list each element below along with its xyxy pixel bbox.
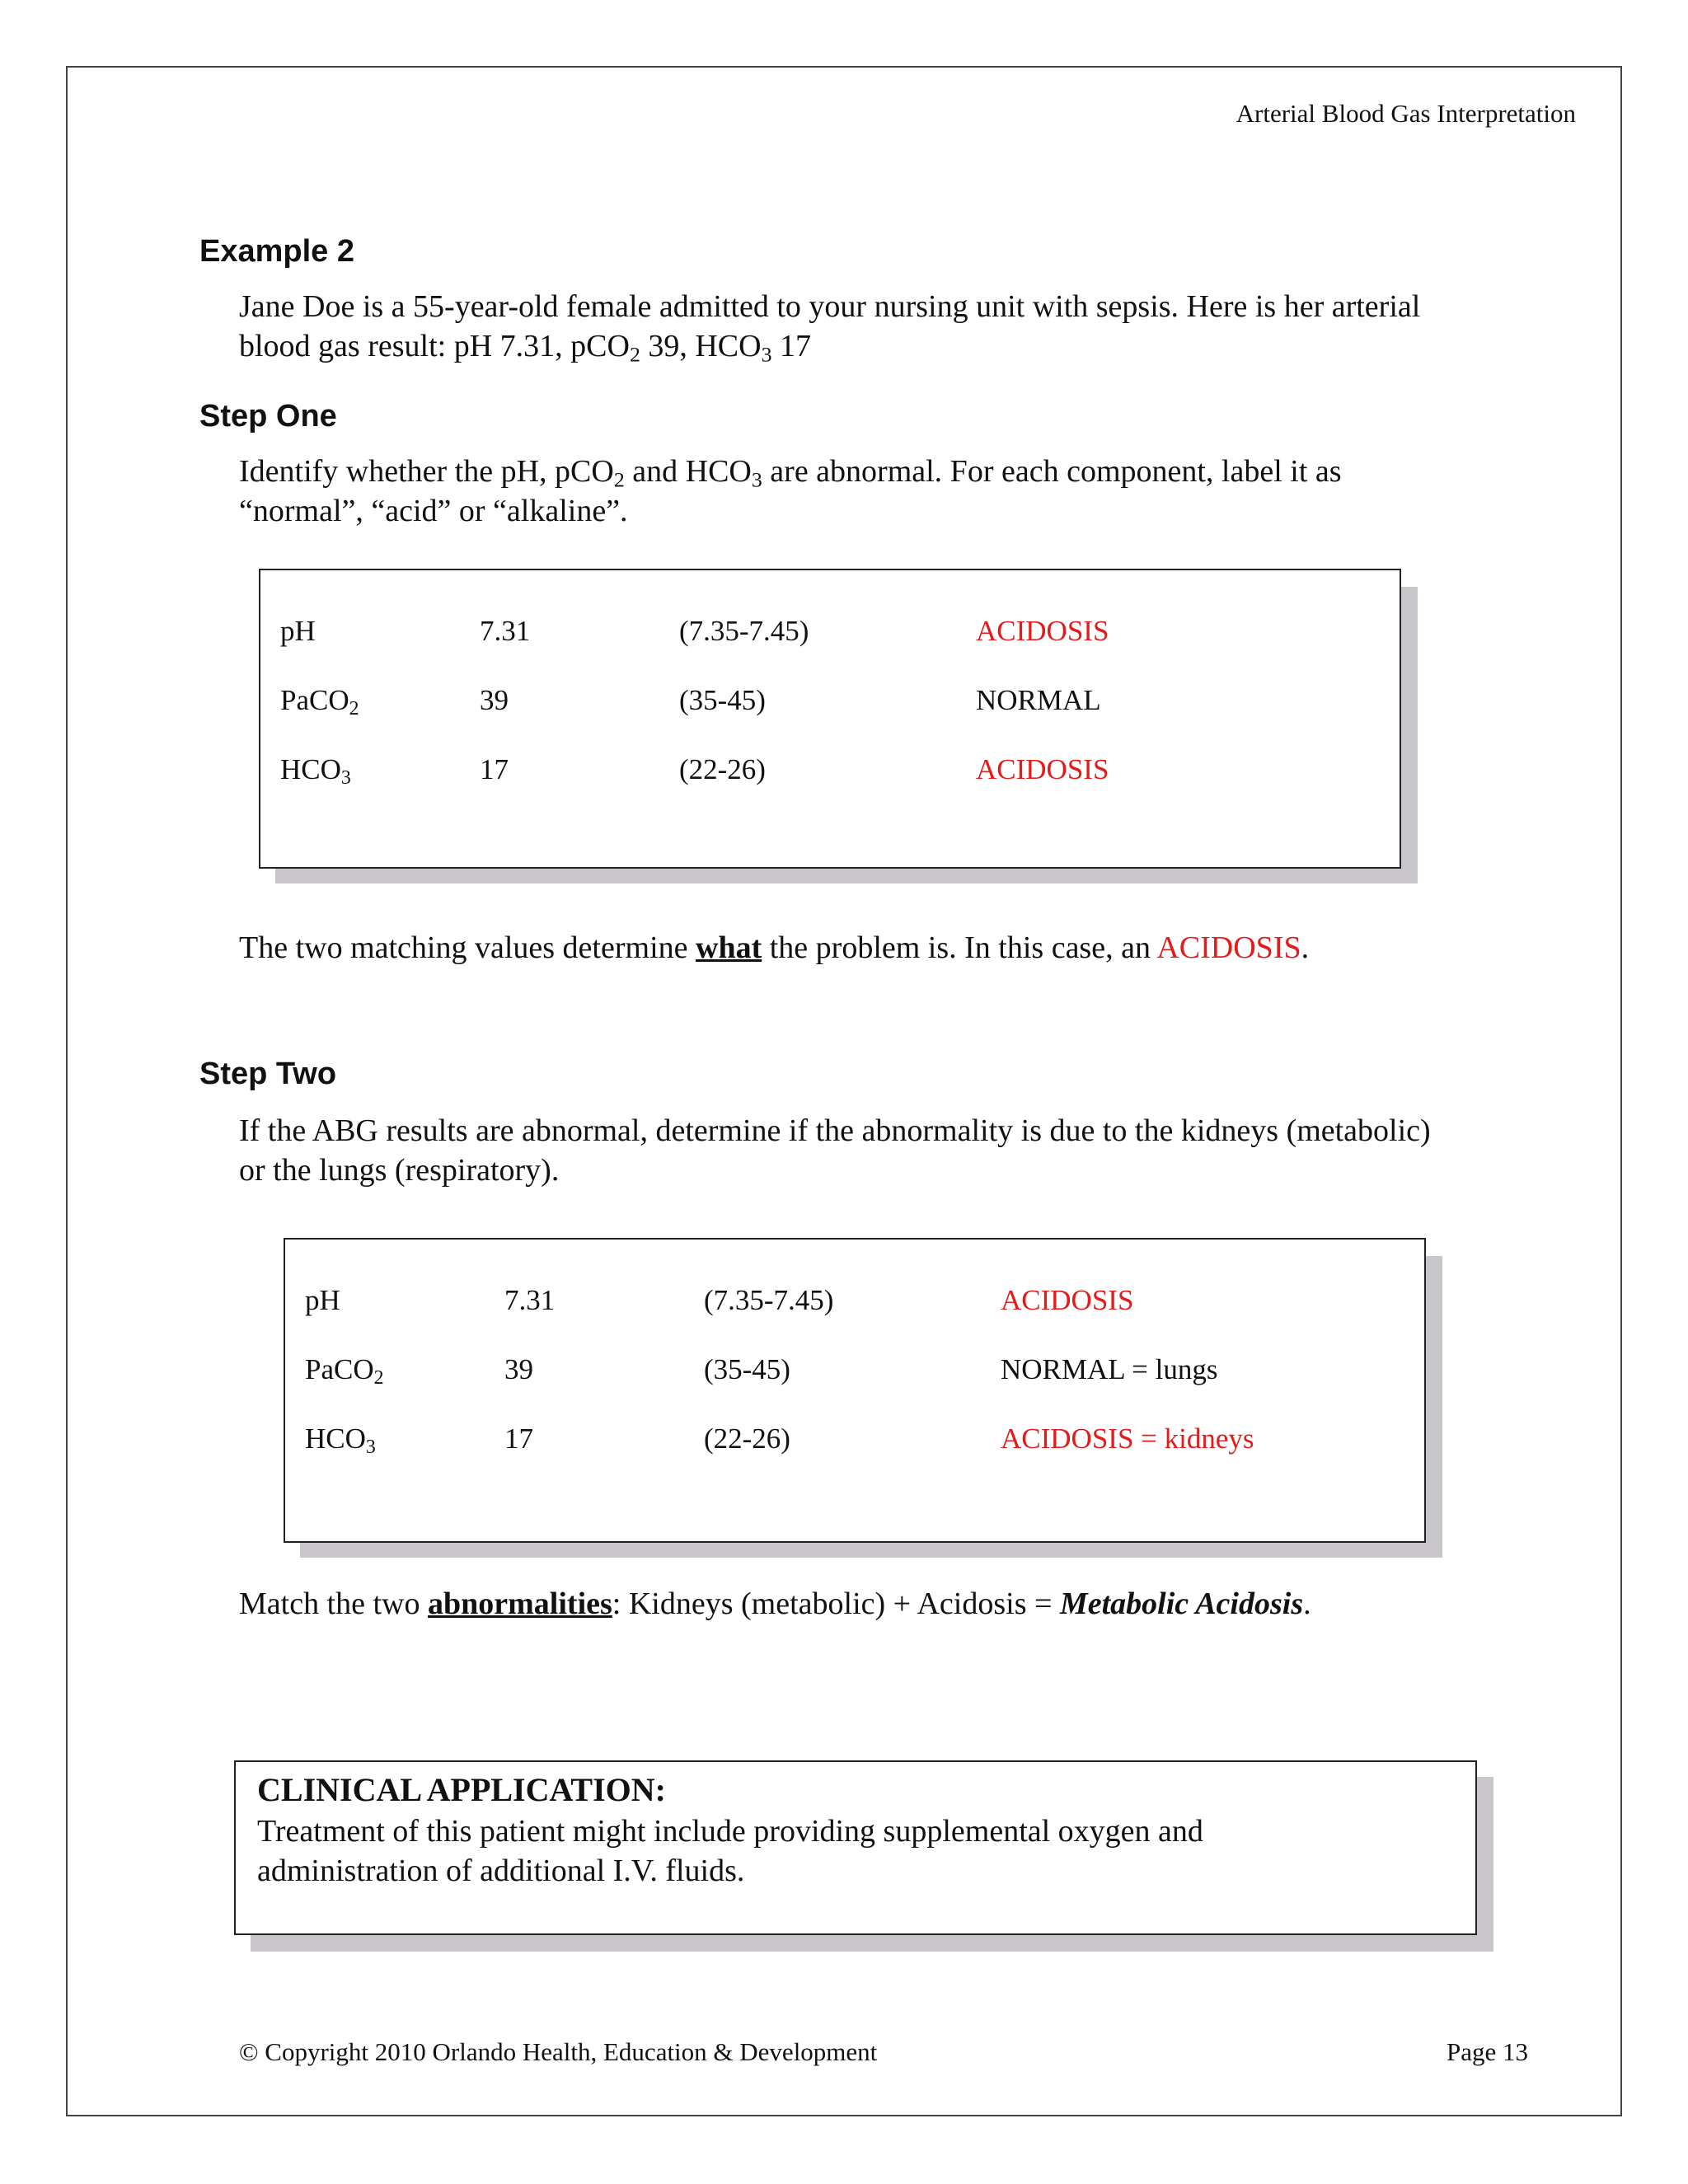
step-one-instr-line-1: Identify whether the pH, pCO$_2$ and $HCO_3$ are abnormal. For each component, label it as — [239, 454, 1342, 492]
clinical-title: CLINICAL APPLICATION: — [257, 1771, 666, 1808]
abg-interpretation: NORMAL = lungs — [1001, 1353, 1218, 1385]
abg-normal-range: (22-26) — [679, 753, 766, 785]
example-intro — [239, 287, 1525, 366]
step-two-heading: Step Two — [199, 1057, 337, 1091]
clinical-text — [257, 1811, 1452, 1891]
abg-interpretation: ACIDOSIS — [976, 753, 1109, 785]
example-heading: Example 2 — [199, 234, 354, 269]
step-one-conclusion: The two matching values determine what the problem is. In this case, an ACIDOSIS. — [239, 930, 1310, 965]
step-two-match: Match the two abnormalities: Kidneys (metabolic) + Acidosis = Metabolic Acidosis. — [239, 1586, 1311, 1621]
abg-normal-range: (35-45) — [704, 1353, 790, 1385]
running-header: Arterial Blood Gas Interpretation — [1236, 99, 1576, 128]
clinical-text-line-1: Treatment of this patient might include providing supplemental oxygen and — [257, 1814, 1203, 1849]
step-one-instructions — [239, 452, 1525, 531]
abg-interpretation: NORMAL — [976, 684, 1101, 716]
abg-parameter: $HCO_3$ — [305, 1422, 376, 1458]
copyright: © Copyright 2010 Orlando Health, Education & Development — [239, 2037, 878, 2066]
step-two-instr-line-2: or the lungs (respiratory). — [239, 1153, 560, 1188]
abg-value: 7.31 — [480, 615, 531, 647]
step-two-instr-line-1: If the ABG results are abnormal, determine if the abnormality is due to the kidneys (metabolic) — [239, 1113, 1431, 1148]
abg-parameter: $HCO_3$ — [280, 753, 351, 789]
intro-line-2: blood gas result: pH 7.31, pCO$_2$ 39, $HCO_3$ 17 — [239, 329, 812, 367]
intro-line-1: Jane Doe is a 55-year-old female admitted to your nursing unit with sepsis. Here is her arterial — [239, 289, 1421, 324]
abg-value: 39 — [504, 1353, 533, 1385]
abg-value: 17 — [480, 753, 509, 785]
abg-normal-range: (7.35-7.45) — [679, 615, 809, 647]
abg-interpretation: ACIDOSIS — [976, 615, 1109, 647]
abg-interpretation: ACIDOSIS — [1001, 1284, 1134, 1316]
abg-table-step-one — [259, 569, 1401, 869]
step-one-heading: Step One — [199, 399, 337, 434]
abg-value: 17 — [504, 1422, 533, 1455]
clinical-application-box — [234, 1760, 1477, 1935]
abg-parameter: PaCO$_2$ — [305, 1353, 384, 1389]
step-one-instr-line-2: “normal”, “acid” or “alkaline”. — [239, 494, 628, 528]
abg-value: 39 — [480, 684, 509, 716]
abg-parameter: pH — [280, 615, 316, 647]
abg-normal-range: (22-26) — [704, 1422, 790, 1455]
page-number: Page 13 — [1446, 2037, 1528, 2066]
step-two-instructions — [239, 1111, 1525, 1190]
abg-parameter: pH — [305, 1284, 340, 1316]
abg-table-step-two — [284, 1238, 1426, 1543]
abg-interpretation: ACIDOSIS = kidneys — [1001, 1422, 1254, 1455]
abg-normal-range: (35-45) — [679, 684, 766, 716]
abg-parameter: PaCO$_2$ — [280, 684, 359, 719]
abg-normal-range: (7.35-7.45) — [704, 1284, 834, 1316]
abg-value: 7.31 — [504, 1284, 556, 1316]
clinical-text-line-2: administration of additional I.V. fluids. — [257, 1854, 745, 1888]
